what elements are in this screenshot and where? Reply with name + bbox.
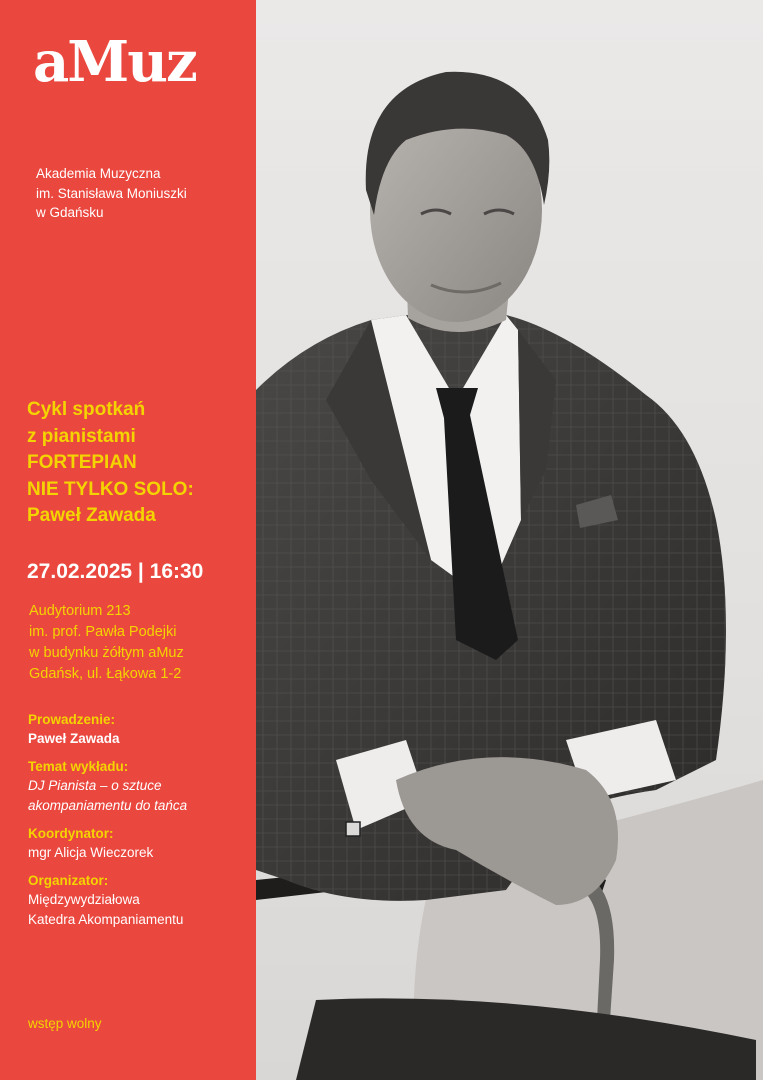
venue-line: Gdańsk, ul. Łąkowa 1-2	[29, 666, 182, 682]
title-line: z pianistami	[27, 425, 136, 447]
event-title	[27, 397, 194, 530]
host-label: Prowadzenie:	[28, 712, 116, 727]
coordinator-label: Koordynator:	[28, 826, 114, 841]
title-line: FORTEPIAN	[27, 452, 137, 473]
amuz-logo: aMuz	[33, 29, 196, 95]
institution-line: w Gdańsku	[36, 205, 104, 220]
coordinator-value: mgr Alicja Wieczorek	[28, 845, 154, 860]
venue-line: Audytorium 213	[29, 603, 131, 619]
cufflink	[346, 822, 360, 836]
topic-label: Temat wykładu:	[28, 759, 129, 774]
venue-line: w budynku żółtym aMuz	[29, 645, 184, 661]
event-details	[28, 710, 187, 938]
title-line: Paweł Zawada	[27, 505, 156, 526]
organizer-label: Organizator:	[28, 873, 109, 888]
red-sidebar	[0, 0, 256, 1080]
portrait-photo	[256, 0, 763, 1080]
topic-line: akompaniamentu do tańca	[28, 798, 188, 813]
institution-line: im. Stanisława Moniuszki	[36, 185, 187, 201]
topic-line: DJ Pianista – o sztuce	[28, 778, 162, 793]
free-entry-note: wstęp wolny	[28, 1016, 102, 1031]
venue-line: im. prof. Pawła Podejki	[29, 624, 177, 640]
institution-name	[36, 164, 187, 223]
event-date-time: 27.02.2025 | 16:30	[27, 560, 204, 583]
organizer-block	[28, 871, 187, 930]
topic-block	[28, 757, 187, 816]
host-block	[28, 710, 187, 749]
event-venue	[29, 601, 184, 685]
host-value: Paweł Zawada	[28, 731, 120, 746]
title-line: Cykl spotkań	[27, 399, 146, 420]
portrait-illustration	[256, 0, 763, 1080]
coordinator-block	[28, 824, 187, 863]
organizer-line: Międzywydziałowa	[28, 892, 140, 907]
institution-line: Akademia Muzyczna	[36, 166, 161, 181]
organizer-line: Katedra Akompaniamentu	[28, 912, 184, 927]
title-line: NIE TYLKO SOLO:	[27, 478, 194, 500]
